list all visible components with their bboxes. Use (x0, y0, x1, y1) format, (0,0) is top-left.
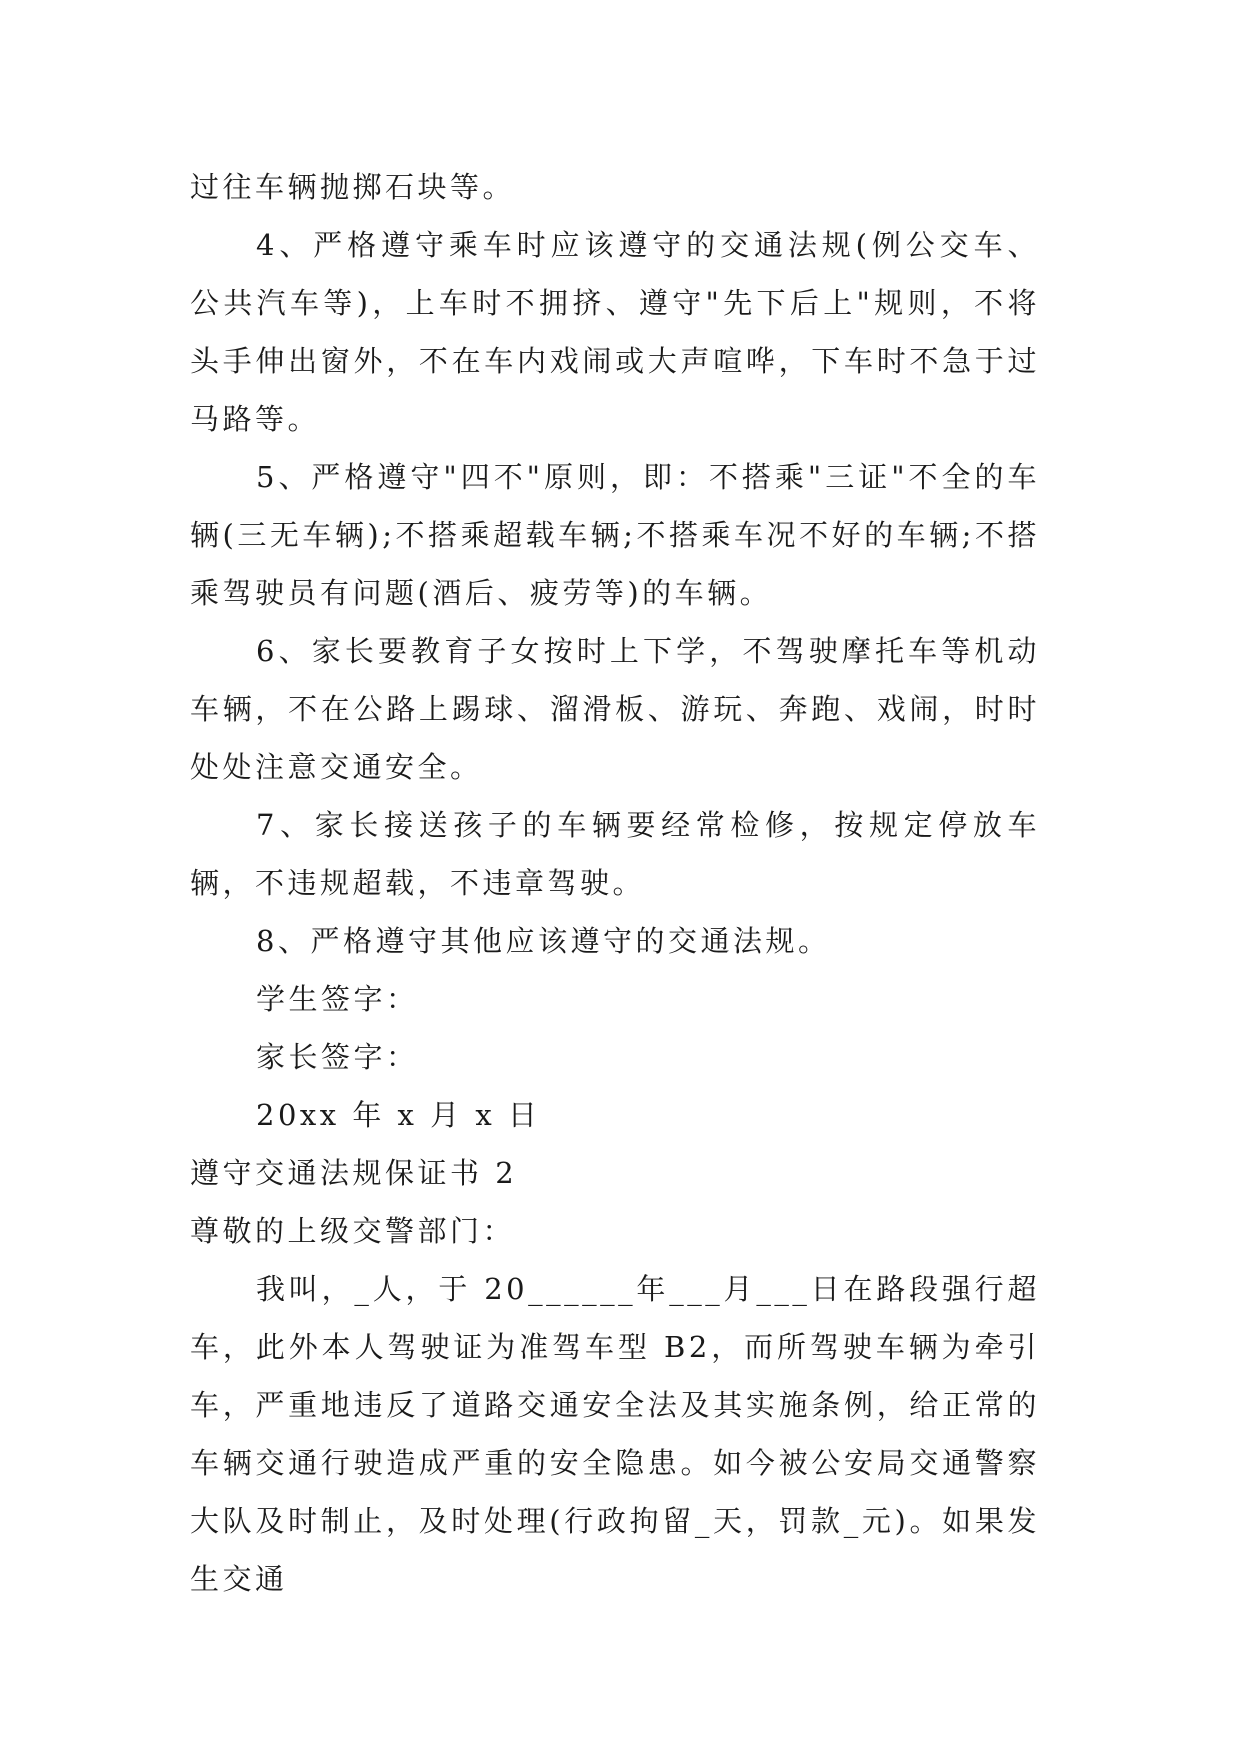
document-body (190, 158, 1040, 1608)
paragraph: 家长签字： (256, 1040, 419, 1074)
paragraph: 遵守交通法规保证书 2 (190, 1156, 518, 1190)
paragraph: 过往车辆抛掷石块等。 (190, 170, 516, 204)
paragraph: 4、严格遵守乘车时应该遵守的交通法规(例公交车、公共汽车等)，上车时不拥挤、遵守"先下后上"规则，不将头手伸出窗外，不在车内戏闹或大声喧哗，下车时不急于过马路等。 (190, 228, 1040, 436)
paragraph: 20xx 年 x 月 x 日 (256, 1098, 541, 1132)
paragraph: 7、家长接送孩子的车辆要经常检修，按规定停放车辆，不违规超载，不违章驾驶。 (190, 808, 1040, 900)
paragraph: 5、严格遵守"四不"原则，即：不搭乘"三证"不全的车辆(三无车辆);不搭乘超载车辆;不搭乘车况不好的车辆;不搭乘驾驶员有问题(酒后、疲劳等)的车辆。 (190, 460, 1040, 610)
paragraph: 我叫，_人，于 20______年___月___日在路段强行超车，此外本人驾驶证为准驾车型 B2，而所驾驶车辆为牵引车，严重地违反了道路交通安全法及其实施条例，给正常的车辆交通行驶造成严重的安全隐患。如今被公安局交通警察大队及时制止，及时处理(行政拘留_天，罚款_元)。如果发生交通 (190, 1272, 1040, 1596)
paragraph: 8、严格遵守其他应该遵守的交通法规。 (256, 924, 831, 958)
paragraph: 6、家长要教育子女按时上下学，不驾驶摩托车等机动车辆，不在公路上踢球、溜滑板、游玩、奔跑、戏闹，时时处处注意交通安全。 (190, 634, 1040, 784)
paragraph: 学生签字： (256, 982, 419, 1016)
paragraph: 尊敬的上级交警部门： (190, 1214, 516, 1248)
